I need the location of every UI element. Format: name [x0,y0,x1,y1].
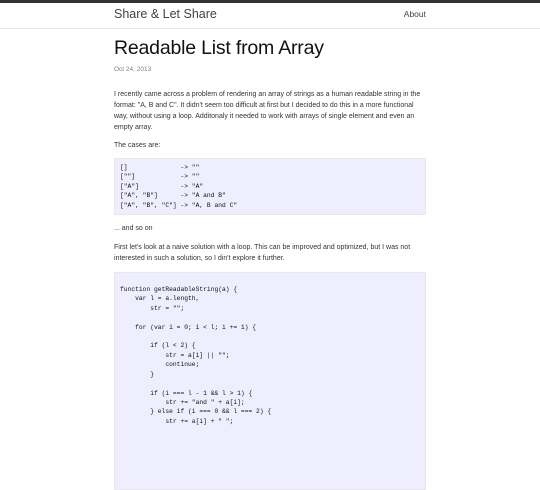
site-header [0,3,540,29]
naive-code-block: function getReadableString(a) { var l = a.length, str = ""; for (var i = 0; i < l; i += 1) { if (l < 2) { str = a[i] || ""; continue; } if (i === l - 1 && l > 1) { str += "and " + a[i]; } else if (i === 0 && l === 2) { str += a[i] + " "; [114,272,426,490]
cases-code-block: [] -> "" [""] -> "" ["A"] -> "A" ["A", "B"] -> "A and B" ["A", "B", "C"] -> "A, B and C" [114,158,426,215]
post-content [114,30,426,490]
and-so-on-text: ... and so on [114,225,153,233]
post-title: Readable List from Array [114,37,324,59]
cases-label: The cases are: [114,142,161,149]
intro-paragraph: I recently came across a problem of rendering an array of strings as a human readable string in the format: "A, B and C". It didn't seem too difficult at first but I decided to do this in a more functional way, without using a loop. Additonaly it needed to work with arrays of single element and even an empty array. [114,91,421,131]
post-date: Oct 24, 2013 [114,66,152,73]
nav-about-link[interactable]: About [403,9,426,19]
site-title-link[interactable]: Share & Let Share [114,7,217,21]
naive-solution-paragraph: First let's look at a naive solution with a loop. This can be improved and optimized, but I was not interested in such a solution, so I din't explore it further. [114,244,411,263]
